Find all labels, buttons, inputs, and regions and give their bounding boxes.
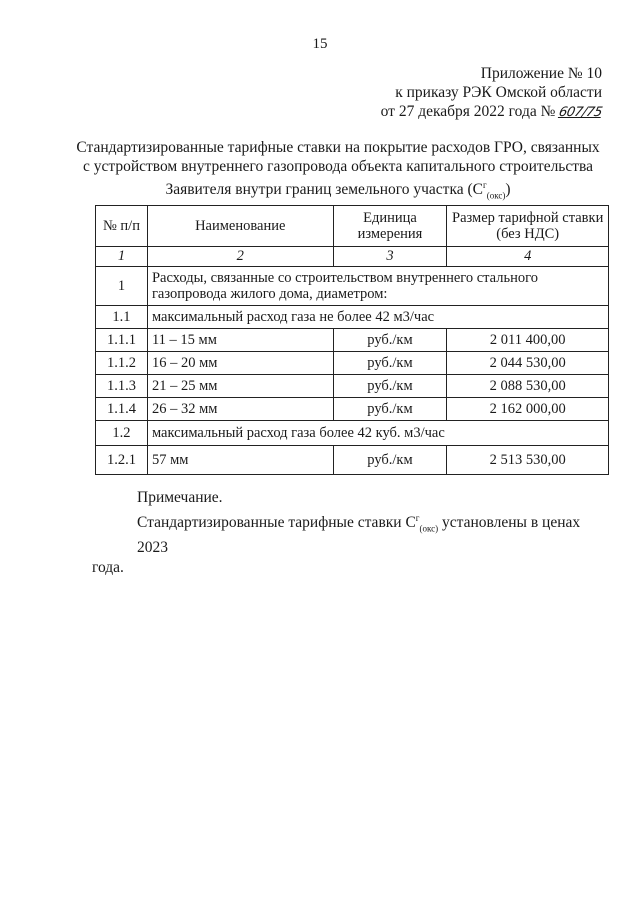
title-line-3-end: )	[505, 181, 511, 199]
note-text-end: установлены в ценах 2023	[137, 514, 581, 557]
table-header-row	[96, 206, 609, 247]
table-row	[96, 421, 609, 446]
appendix-date-line	[381, 102, 602, 122]
index-cell: 3	[333, 247, 447, 267]
row-value: 2 162 000,00	[447, 398, 609, 421]
table-row	[96, 446, 609, 475]
note-sub: (окс)	[419, 523, 439, 534]
row-name: 16 – 20 мм	[147, 352, 333, 375]
handwritten-order-number: 607/75	[557, 105, 604, 120]
row-num: 1.1.4	[96, 398, 148, 421]
title-line-1: Стандартизированные тарифные ставки на покрытие расходов ГРО, связанных	[76, 139, 600, 156]
header-name: Наименование	[147, 206, 333, 247]
table-row	[96, 329, 609, 352]
note-block	[0, 488, 640, 578]
note-text	[0, 508, 640, 558]
appendix-title: Приложение № 10	[480, 65, 602, 82]
title-sub: (окс)	[486, 190, 506, 201]
title-line-3-text: Заявителя внутри границ земельного участка (С	[165, 181, 484, 199]
tariff-table	[95, 205, 609, 475]
title-sup: г	[483, 180, 487, 190]
row-num: 1.2	[96, 421, 148, 446]
table-index-row	[96, 247, 609, 267]
row-name: 26 – 32 мм	[147, 398, 333, 421]
note-heading: Примечание.	[137, 489, 223, 506]
index-cell: 4	[447, 247, 609, 267]
row-num: 1	[96, 267, 148, 306]
row-value: 2 513 530,00	[447, 446, 609, 475]
title-line-3	[60, 176, 616, 205]
index-cell: 2	[147, 247, 333, 267]
header-rate: Размер тарифной ставки (без НДС)	[447, 206, 609, 247]
document-title	[60, 138, 616, 205]
header-num: № п/п	[96, 206, 148, 247]
row-name: 11 – 15 мм	[147, 329, 333, 352]
row-section-text: Расходы, связанные со строительством внутреннего стального газопровода жилого дома, диаметром:	[147, 267, 608, 306]
note-sup: г	[415, 513, 420, 523]
row-num: 1.2.1	[96, 446, 148, 475]
row-num: 1.1.3	[96, 375, 148, 398]
row-section-text: максимальный расход газа более 42 куб. м3/час	[147, 421, 608, 446]
row-unit: руб./км	[333, 446, 447, 475]
row-name: 57 мм	[147, 446, 333, 475]
note-text-start: Стандартизированные тарифные ставки С	[137, 514, 416, 532]
appendix-date: от 27 декабря 2022 года №	[380, 103, 556, 120]
index-cell: 1	[96, 247, 148, 267]
table-row	[96, 306, 609, 329]
page-number: 15	[312, 36, 328, 52]
row-value: 2 088 530,00	[447, 375, 609, 398]
row-unit: руб./км	[333, 398, 447, 421]
header-unit: Единица измерения	[333, 206, 447, 247]
row-num: 1.1.2	[96, 352, 148, 375]
table-row	[96, 267, 609, 306]
row-unit: руб./км	[333, 352, 447, 375]
note-text-continuation: года.	[92, 559, 124, 577]
row-section-text: максимальный расход газа не более 42 м3/час	[147, 306, 608, 329]
table-row	[96, 352, 609, 375]
table-row	[96, 375, 609, 398]
appendix-header	[381, 64, 602, 122]
appendix-order-ref: к приказу РЭК Омской области	[395, 84, 602, 101]
row-num: 1.1.1	[96, 329, 148, 352]
row-unit: руб./км	[333, 329, 447, 352]
row-num: 1.1	[96, 306, 148, 329]
title-line-2: с устройством внутреннего газопровода объекта капитального строительства	[82, 158, 594, 175]
row-value: 2 011 400,00	[447, 329, 609, 352]
table-row	[96, 398, 609, 421]
row-unit: руб./км	[333, 375, 447, 398]
row-name: 21 – 25 мм	[147, 375, 333, 398]
row-value: 2 044 530,00	[447, 352, 609, 375]
